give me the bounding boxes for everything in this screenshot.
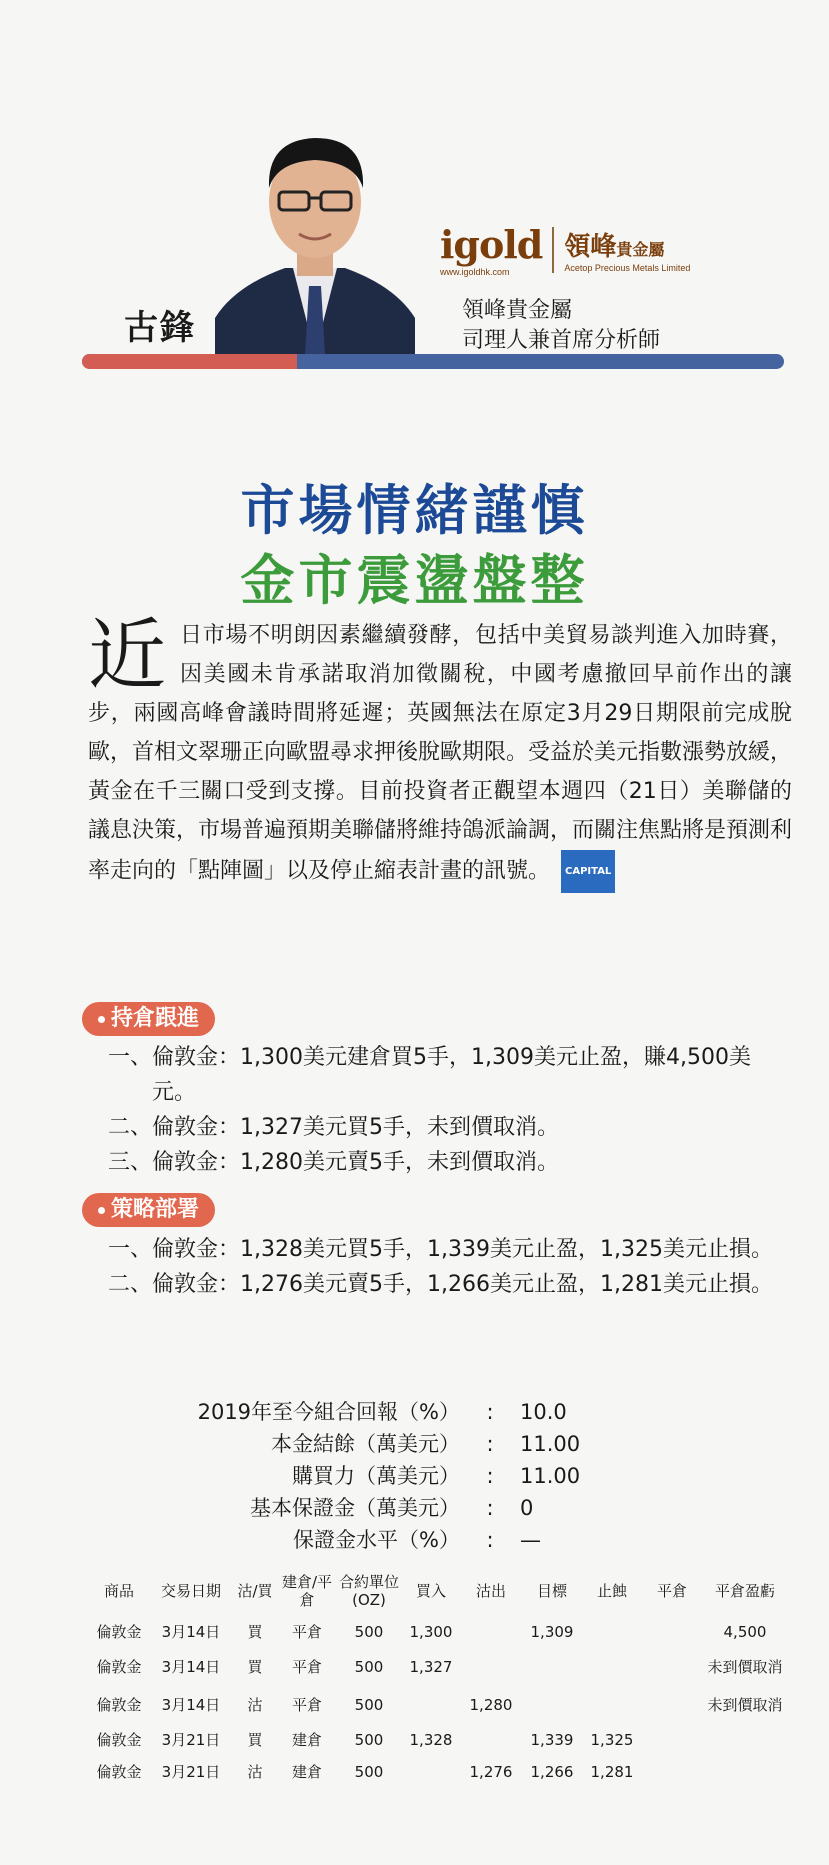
headline-line-1: 市場情緒謹慎 — [240, 479, 589, 542]
author-title: 司理人兼首席分析師 — [462, 328, 661, 353]
column-header: 目標 — [536, 1582, 567, 1600]
article-body — [88, 611, 793, 893]
strategy-header: 策略部署 — [82, 1193, 215, 1227]
column-header: 建倉/平倉 — [281, 1573, 333, 1609]
capital-end-logo: CAPITAL — [561, 850, 615, 893]
table-row: 倫敦金 3月14日 買 平倉 500 1,327 未到價取消 — [96, 1657, 783, 1676]
column-header: 交易日期 — [160, 1582, 221, 1600]
logo-subtitle: Acetop Precious Metals Limited — [564, 263, 691, 273]
article-text: 日市場不明朗因素繼續發酵，包括中美貿易談判進入加時賽，因美國未肯承諾取消加徵關稅，中國考慮撤回早前作出的讓步，兩國高峰會議時間將延遲；英國無法在原定3月29日期限前完成脫歐，首相文翠珊正向歐盟尋求押後脫歐期限。受益於美元指數漲勢放緩，黃金在千三關口受到支撐。目前投資者正觀望本週四（21日）美聯儲的議息決策，市場普遍預期美聯儲將維持鴿派論調，而關注焦點將是預測利率走向的「點陣圖」以及停止縮表計畫的訊號。 — [88, 623, 793, 884]
column-header: 商品 — [103, 1582, 134, 1600]
portfolio-summary — [150, 1396, 700, 1556]
strategy-list — [108, 1232, 788, 1302]
logo-text-cn-suffix: 貴金屬 — [616, 240, 665, 259]
author-affiliation — [462, 296, 660, 356]
bullet-dot-icon — [98, 1016, 105, 1023]
column-header: 沽出 — [475, 1582, 506, 1600]
summary-row: 本金結餘（萬美元） : 11.00 — [271, 1432, 581, 1456]
author-name: 古鋒 — [124, 308, 196, 348]
company-name: 領峰貴金屬 — [462, 298, 573, 323]
logo-text-en: igold — [440, 222, 543, 267]
bullet-dot-icon — [98, 1207, 105, 1214]
list-item: 三、 倫敦金：1,280美元賣5手，未到價取消。 — [108, 1150, 559, 1175]
column-header: 平倉盈虧 — [714, 1582, 775, 1600]
list-item: 二、 倫敦金：1,276美元賣5手，1,266美元止盈，1,281美元止損。 — [108, 1272, 773, 1297]
column-header: 平倉 — [656, 1582, 687, 1600]
list-item: 一、 倫敦金：1,328美元買5手，1,339美元止盈，1,325美元止損。 — [108, 1237, 773, 1262]
column-header: 合約單位(OZ) — [338, 1573, 399, 1609]
logo-text-cn: 領峰 — [564, 232, 617, 262]
header-divider-bar — [82, 354, 784, 369]
list-item: 二、 倫敦金：1,327美元買5手，未到價取消。 — [108, 1115, 559, 1140]
summary-row: 保證金水平（%） : — — [293, 1528, 541, 1552]
headline-line-2: 金市震盪盤整 — [240, 549, 589, 612]
column-header: 買入 — [415, 1582, 446, 1600]
list-item: 一、 倫敦金：1,300美元建倉買5手，1,309美元止盈，賺4,500美元。 — [108, 1045, 751, 1105]
summary-row: 基本保證金（萬美元） : 0 — [250, 1496, 534, 1520]
dropcap: 近 — [88, 611, 167, 701]
author-portrait — [215, 118, 415, 354]
table-header-row — [88, 1566, 788, 1616]
summary-row: 購買力（萬美元） : 11.00 — [292, 1464, 581, 1488]
column-header: 沽/買 — [237, 1582, 273, 1600]
column-header: 止蝕 — [596, 1582, 627, 1600]
header — [0, 0, 829, 380]
table-row: 倫敦金 3月21日 買 建倉 500 1,328 1,339 1,325 — [96, 1730, 634, 1749]
logo-url: www.igoldhk.com — [440, 267, 510, 277]
logo-divider — [552, 227, 554, 273]
trade-table — [88, 1566, 788, 1788]
summary-row: 2019年至今組合回報（%） : 10.0 — [197, 1400, 567, 1424]
igold-logo — [440, 222, 690, 277]
positions-header: 持倉跟進 — [82, 1002, 215, 1036]
positions-list — [108, 1040, 788, 1180]
table-row: 倫敦金 3月14日 買 平倉 500 1,300 1,309 4,500 — [96, 1622, 767, 1641]
table-row: 倫敦金 3月14日 沽 平倉 500 1,280 未到價取消 — [96, 1695, 783, 1714]
table-row: 倫敦金 3月21日 沽 建倉 500 1,276 1,266 1,281 — [96, 1762, 634, 1781]
